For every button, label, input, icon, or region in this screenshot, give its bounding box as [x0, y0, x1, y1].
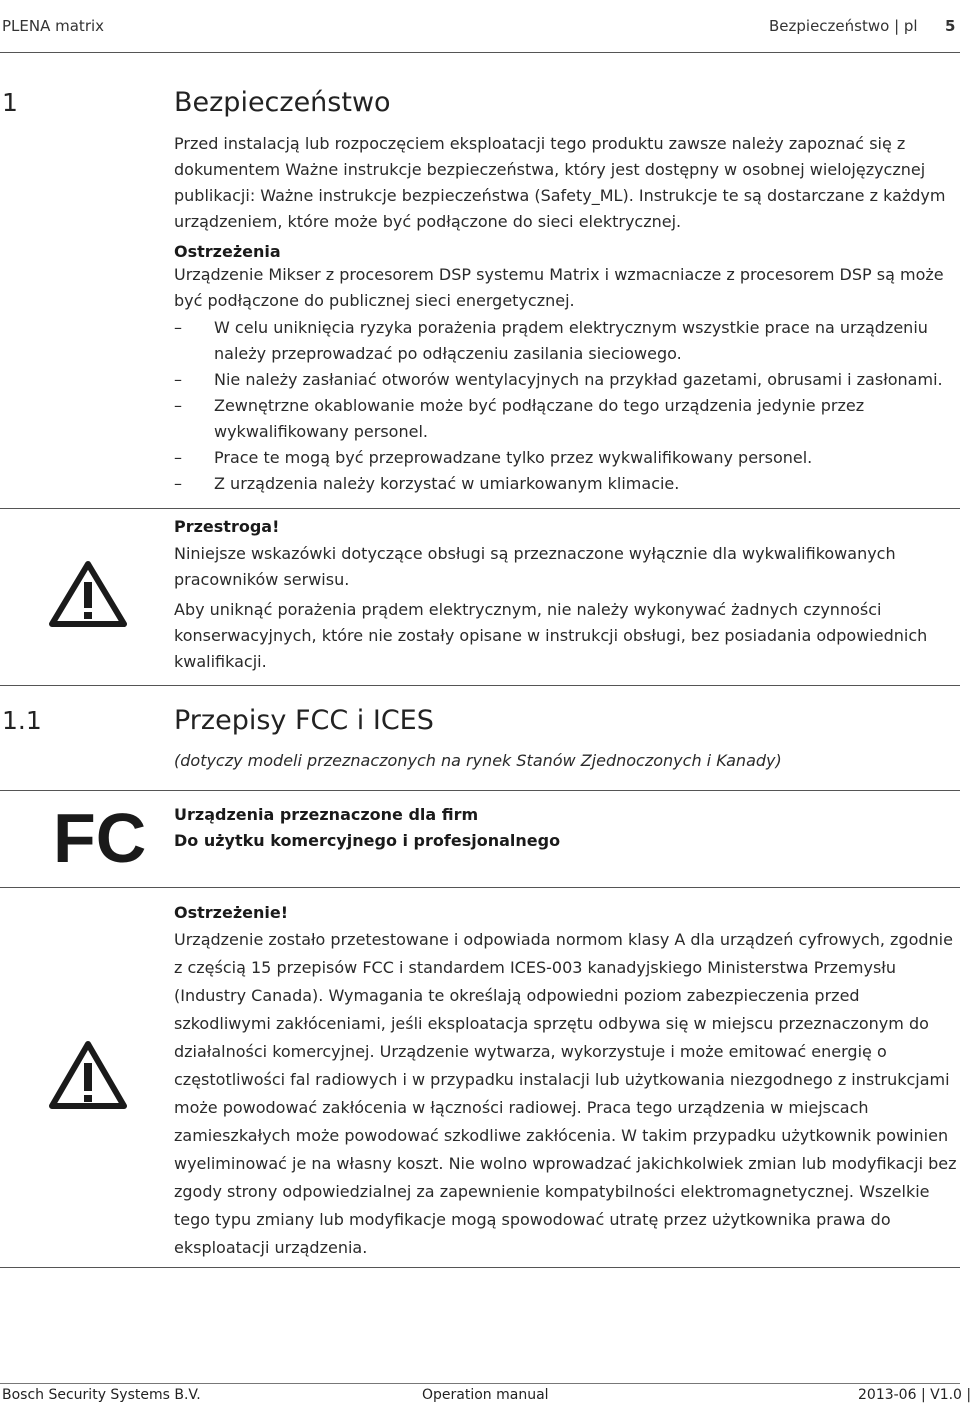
fcc-line-1: Urządzenia przeznaczone dla firm: [174, 805, 479, 824]
list-item-text: W celu uniknięcia ryzyka porażenia prądem elektrycznym wszystkie prace na urządzeniu należy przeprowadzać po odłączeniu zasilania sieciowego.: [214, 318, 928, 363]
bullet-dash: –: [174, 318, 182, 337]
list-item-text: Zewnętrzne okablowanie może być podłączane do tego urządzenia jedynie przez wykwalifikowany personel.: [214, 396, 865, 441]
header-divider: [0, 52, 960, 53]
bullet-dash: –: [174, 370, 182, 389]
intro-paragraph: [174, 131, 960, 235]
section-number: 1: [2, 88, 18, 117]
caution-divider-bottom: [0, 685, 960, 686]
warnings-text: Urządzenie Mikser z procesorem DSP systemu Matrix i wzmacniacze z procesorem DSP są może być podłączone do publicznej sieci energetycznej.: [174, 265, 944, 310]
caution-paragraph-2: [174, 597, 960, 675]
list-item: [174, 393, 960, 445]
caution-paragraph-1: [174, 541, 960, 593]
fcc-warning-divider-bottom: [0, 1267, 960, 1268]
footer-divider: [0, 1383, 960, 1384]
bullet-dash: –: [174, 474, 182, 493]
caution-heading: Przestroga!: [174, 517, 280, 536]
fcc-logo-f: FC: [53, 799, 147, 877]
subsection-subtitle: (dotyczy modeli przeznaczonych na rynek Stanów Zjednoczonych i Kanady): [174, 751, 782, 770]
fcc-divider-top: [0, 790, 960, 791]
section-title: Bezpieczeństwo: [174, 87, 391, 118]
header-page-number: 5: [945, 17, 956, 35]
bullet-dash: –: [174, 448, 182, 467]
fcc-divider-bottom: [0, 887, 960, 888]
list-item: [174, 315, 960, 367]
header-product: PLENA matrix: [2, 17, 105, 35]
warnings-paragraph: [174, 262, 960, 314]
list-item-text: Prace te mogą być przeprowadzane tylko przez wykwalifikowany personel.: [214, 448, 813, 467]
fcc-line-2: Do użytku komercyjnego i profesjonalnego: [174, 831, 561, 850]
intro-text: Przed instalacją lub rozpoczęciem eksploatacji tego produktu zawsze należy zapoznać się z dokumentem Ważne instrukcje bezpieczeństwa, który jest dostępny w osobnej wielojęzycznej publikacji: Ważne instrukcje bezpieczeństwa (Safety_ML). Instrukcje te są dostarczane z każdym urządzeniem, które może być podłączone do sieci elektrycznej.: [174, 134, 946, 231]
subsection-number: 1.1: [2, 706, 42, 735]
caution-text-1: Niniejsze wskazówki dotyczące obsługi są przeznaczone wyłącznie dla wykwalifikowanych pracowników serwisu.: [174, 544, 896, 589]
list-item: [174, 367, 960, 393]
list-item: [174, 445, 960, 471]
bullet-dash: –: [174, 396, 182, 415]
caution-divider-top: [0, 508, 960, 509]
caution-text-2: Aby uniknąć porażenia prądem elektrycznym, nie należy wykonywać żadnych czynności konserwacyjnych, które nie zostały opisane w instrukcji obsługi, bez posiadania odpowiednich kwalifikacji.: [174, 600, 928, 671]
header-section: Bezpieczeństwo | pl: [769, 17, 918, 35]
fcc-warning-text: Urządzenie zostało przetestowane i odpowiada normom klasy A dla urządzeń cyfrowych, zgodnie z częścią 15 przepisów FCC i standardem ICES-003 kanadyjskiego Ministerstwa Przemysłu (Industry Canada). Wymagania te określają odpowiedni poziom zabezpieczenia przed szkodliwymi zakłóceniami, jeśli eksploatacja sprzętu odbywa się w miejscu przeznaczonym do działalności komercyjnej. Urządzenie wytwarza, wykorzystuje i może emitować energię o częstotliwości fal radiowych i w przypadku instalacji lub użytkowania niezgodnego z instrukcjami może powodować zakłócenia w łączności radiowej. Praca tego urządzenia w miejscach zamieszkałych może powodować szkodliwe zakłócenia. W takim przypadku użytkownik powinien wyeliminować je na własny koszt. Nie wolno wprowadzać jakichkolwiek zmian lub modyfikacji bez zgody strony odpowiedzialnej za zapewnienie kompatybilności elektromagnetycznej. Wszelkie tego typu zmiany lub modyfikacje mogą spowodować utratę przez użytkownika prawa do eksploatacji urządzenia.: [174, 930, 957, 1257]
footer-company: Bosch Security Systems B.V.: [2, 1387, 201, 1403]
warnings-list: [174, 315, 960, 497]
subsection-title: Przepisy FCC i ICES: [174, 705, 434, 736]
list-item: [174, 471, 960, 497]
list-item-text: Nie należy zasłaniać otworów wentylacyjnych na przykład gazetami, obrusami i zasłonami.: [214, 370, 943, 389]
warnings-heading: Ostrzeżenia: [174, 242, 281, 261]
fcc-warning-heading: Ostrzeżenie!: [174, 903, 289, 922]
footer-version: 2013-06 | V1.0 |: [858, 1387, 971, 1403]
warning-triangle-icon: [48, 560, 128, 628]
warning-triangle-icon: [48, 1040, 128, 1112]
fcc-logo: [53, 799, 147, 877]
list-item-text: Z urządzenia należy korzystać w umiarkowanym klimacie.: [214, 474, 680, 493]
fcc-warning-paragraph: [174, 926, 960, 1262]
footer-doc-type: Operation manual: [422, 1387, 549, 1403]
